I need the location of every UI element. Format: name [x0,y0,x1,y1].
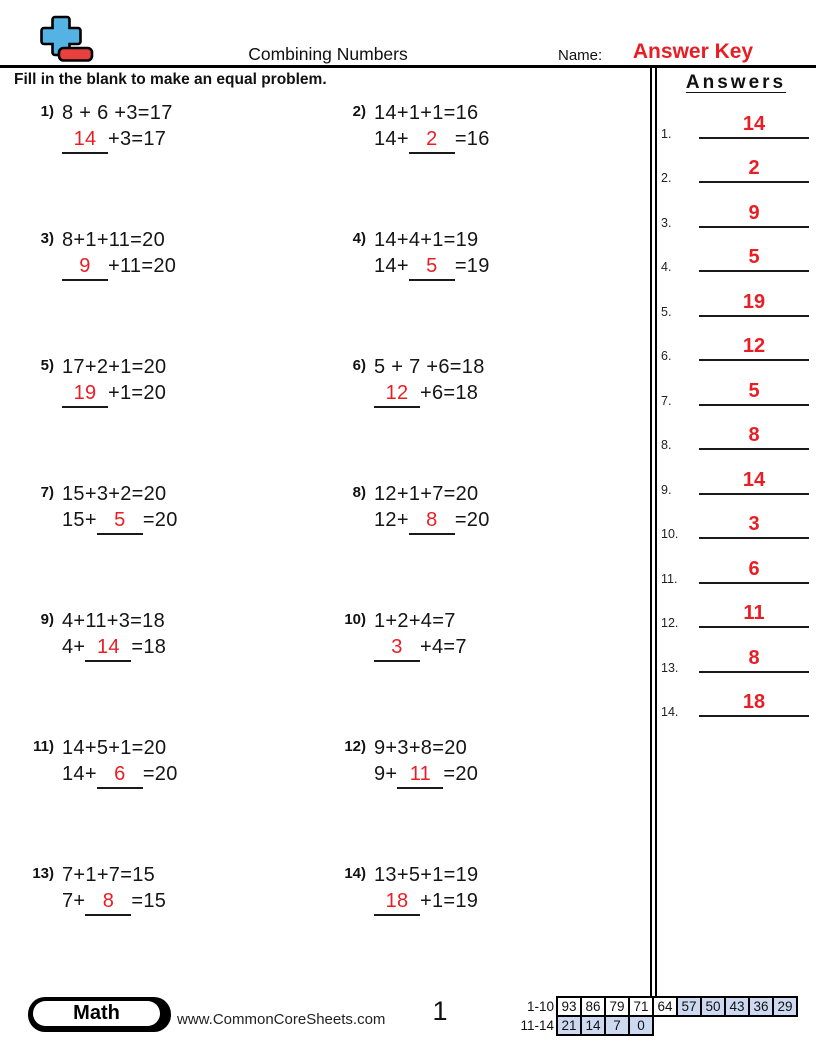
answer-number: 11. [661,571,678,586]
equation-original: 8+1+11=20 [62,229,165,251]
problem-14 [332,862,478,916]
problem-9 [20,608,166,662]
problem-10 [332,608,467,662]
page-title: Combining Numbers [248,44,408,64]
page-number: 1 [432,996,448,1026]
equation-original: 12+1+7=20 [374,483,479,505]
answer-blank [85,634,131,662]
equation-with-blank [374,507,490,535]
equation-with-blank [374,126,490,154]
problem-number: 5) [40,357,54,374]
answer-number: 5. [661,304,672,319]
grading-table [518,996,798,1036]
problem-number: 6) [352,357,366,374]
answer-blank [409,253,455,281]
answer-number: 6. [661,349,672,364]
answer-line: 11 [699,602,809,628]
answer-blank [62,253,108,281]
score-cell: 43 [724,996,750,1017]
answer-number: 12. [661,616,679,631]
answer-line: 14 [699,469,809,495]
answer-item-4 [657,233,813,275]
equation-prefix: 14+ [374,255,409,277]
problem-equations [374,100,490,154]
problem-number: 12) [344,738,366,755]
problem-number: 2) [352,103,366,120]
problem-equations [374,481,490,535]
answer-number: 8. [661,438,672,453]
answers-heading: Answers [685,72,787,93]
blank-answer-value: 9 [79,255,91,277]
instruction-text: Fill in the blank to make an equal problem. [14,71,327,88]
answer-blank [62,126,108,154]
equation-with-blank [62,888,166,916]
answer-number: 1. [661,127,672,141]
equation-suffix: =15 [131,890,167,912]
problem-equations [62,481,178,535]
answer-line: 2 [699,157,809,183]
equation-original: 15+3+2=20 [62,483,167,505]
answers-column-divider [650,68,657,996]
problem-number: 8) [352,484,366,501]
problem-7 [20,481,178,535]
equation-prefix: 14+ [374,128,409,150]
answer-line: 8 [699,424,809,450]
blank-answer-value: 6 [114,763,126,785]
problem-number: 13) [32,865,54,882]
problem-equations [62,735,178,789]
blank-answer-value: 5 [426,255,438,277]
answer-line: 12 [699,335,809,361]
answer-item-2 [657,144,813,186]
problem-8 [332,481,490,535]
equation-with-blank [374,253,490,281]
problem-equations [374,862,478,916]
equation-original: 14+5+1=20 [62,737,167,759]
answer-blank [85,888,131,916]
answer-item-14 [657,678,813,720]
subject-badge-label: Math [33,1001,160,1026]
answer-blank [409,126,455,154]
blank-answer-value: 18 [385,890,409,912]
answer-blank [374,634,420,662]
blank-answer-value: 11 [409,763,432,785]
equation-with-blank [374,888,478,916]
equation-with-blank [62,507,178,535]
problem-12 [332,735,478,789]
equation-with-blank [374,380,485,408]
score-cell: 64 [652,996,678,1017]
problem-number: 10) [344,611,366,628]
equation-with-blank [62,253,176,281]
blank-answer-value: 19 [73,382,97,404]
name-label: Name: [558,47,603,64]
answer-blank [409,507,455,535]
answer-number: 7. [661,393,672,408]
answer-number: 2. [661,171,672,186]
equation-original: 17+2+1=20 [62,356,167,378]
problem-4 [332,227,490,281]
equation-with-blank [374,634,467,662]
blank-answer-value: 8 [426,509,438,531]
blank-answer-value: 8 [102,890,115,912]
equation-original: 4+11+3=18 [62,610,165,632]
equation-suffix: +3=17 [108,128,167,150]
problem-number: 11) [33,738,54,755]
problem-6 [332,354,485,408]
problem-3 [20,227,176,281]
equation-prefix: 12+ [374,509,409,531]
answer-number: 4. [661,260,672,275]
problem-number: 4) [352,230,366,247]
problem-number: 3) [40,230,54,247]
answer-blank [97,507,143,535]
score-cell: 71 [628,996,654,1017]
answer-line: 8 [699,647,809,673]
subject-badge [28,997,171,1032]
blank-answer-value: 3 [391,636,403,658]
website-url: www.CommonCoreSheets.com [177,1011,386,1028]
equation-prefix: 14+ [62,763,97,785]
blank-answer-value: 2 [426,128,438,150]
equation-original: 14+1+1=16 [374,102,479,124]
score-cell: 57 [676,996,702,1017]
equation-suffix: =18 [131,636,167,658]
answer-number: 14. [661,704,679,719]
score-cell: 0 [628,1015,654,1036]
answer-item-8 [657,411,813,453]
blank-answer-value: 12 [385,382,409,404]
score-cell: 21 [556,1015,582,1036]
equation-with-blank [62,761,178,789]
answer-item-12 [657,589,813,631]
answer-number: 10. [661,527,679,542]
equation-with-blank [62,634,166,662]
equation-suffix: +6=18 [420,382,479,404]
equation-original: 5 + 7 +6=18 [374,356,485,378]
answer-line: 5 [699,246,809,272]
score-cell: 50 [700,996,726,1017]
equation-suffix: =20 [142,763,178,785]
score-cell: 93 [556,996,582,1017]
equation-original: 14+4+1=19 [374,229,479,251]
problem-5 [20,354,166,408]
equation-suffix: +1=19 [420,890,479,912]
answer-item-11 [657,545,813,587]
score-row-2 [518,1015,798,1036]
answer-line: 6 [699,558,809,584]
problem-equations [62,227,176,281]
equation-with-blank [62,126,173,154]
equation-prefix: 15+ [62,509,97,531]
answer-line: 18 [699,691,809,717]
problem-equations [374,354,485,408]
answer-item-7 [657,367,813,409]
equation-suffix: =19 [454,255,490,277]
answer-number: 9. [661,482,672,497]
score-cell: 7 [604,1015,630,1036]
equation-original: 1+2+4=7 [374,610,456,632]
equation-suffix: +1=20 [108,382,167,404]
equation-suffix: +11=20 [108,255,177,277]
answer-number: 13. [661,660,679,675]
answer-blank [97,761,143,789]
blank-answer-value: 5 [114,509,126,531]
answer-key-label: Answer Key [632,40,754,63]
equation-prefix: 9+ [374,763,398,785]
answer-line: 3 [699,513,809,539]
answer-item-10 [657,500,813,542]
equation-original: 13+5+1=19 [374,864,479,886]
answer-line: 5 [699,380,809,406]
equation-original: 8 + 6 +3=17 [62,102,173,124]
header-divider [0,65,816,68]
equation-suffix: =20 [454,509,490,531]
problem-11 [20,735,178,789]
answer-blank [397,761,443,789]
equation-suffix: =20 [443,763,479,785]
answer-line: 14 [699,113,809,139]
equation-suffix: =20 [142,509,178,531]
problem-equations [374,227,490,281]
answer-line: 19 [699,291,809,317]
score-row-1 [518,996,798,1017]
equation-suffix: =16 [454,128,490,150]
answer-line: 9 [699,202,809,228]
problem-1 [20,100,173,154]
answer-item-1 [657,100,813,142]
problem-equations [62,608,166,662]
blank-answer-value: 14 [96,636,120,658]
equation-prefix: 4+ [62,636,86,658]
problem-number: 1) [40,103,54,120]
problem-number: 14) [344,865,366,882]
answer-item-5 [657,278,813,320]
problem-equations [62,354,166,408]
equation-prefix: 7+ [62,890,86,912]
answer-blank [62,380,108,408]
score-cell: 79 [604,996,630,1017]
problem-equations [62,100,173,154]
score-cell: 86 [580,996,606,1017]
answer-blank [374,888,420,916]
score-cell: 14 [580,1015,606,1036]
score-row-label: 1-10 [526,999,554,1014]
problem-number: 7) [40,484,54,501]
problem-number: 9) [40,611,54,628]
equation-with-blank [62,380,166,408]
problem-13 [20,862,166,916]
answer-item-3 [657,189,813,231]
equation-suffix: +4=7 [420,636,467,658]
answer-item-6 [657,322,813,364]
answer-item-9 [657,456,813,498]
problem-2 [332,100,490,154]
problem-equations [374,608,467,662]
equation-original: 7+1+7=15 [62,864,156,886]
score-row-label: 11-14 [520,1018,554,1033]
answer-blank [374,380,420,408]
score-cell: 36 [748,996,774,1017]
problem-equations [62,862,166,916]
blank-answer-value: 14 [73,128,97,150]
answer-number: 3. [661,215,672,230]
score-cell: 29 [772,996,798,1017]
problem-equations [374,735,478,789]
equation-original: 9+3+8=20 [374,737,468,759]
answer-item-13 [657,634,813,676]
equation-with-blank [374,761,478,789]
